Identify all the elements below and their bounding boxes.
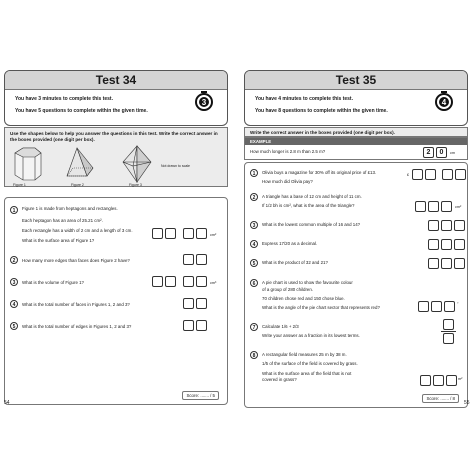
answer-box[interactable] bbox=[454, 220, 465, 231]
answer-box[interactable] bbox=[428, 258, 439, 269]
answer-box[interactable] bbox=[415, 201, 426, 212]
test-34-header bbox=[4, 70, 228, 126]
question-number: 7 bbox=[250, 323, 258, 331]
question-number: 3 bbox=[250, 221, 258, 229]
question-text: What is the total number of faces in Figures 1, 2 and 3? bbox=[22, 302, 130, 307]
page-number: 54 bbox=[4, 400, 10, 406]
example-question: How much longer is 2.8 m than 2.5 m? bbox=[250, 149, 326, 154]
answer-box[interactable] bbox=[431, 301, 442, 312]
question-text: How many more edges than faces does Figure 2 have? bbox=[22, 258, 130, 263]
example-label: EXAMPLE bbox=[245, 138, 467, 145]
figure-3-label: Figure 3 bbox=[129, 183, 142, 187]
question-text: Write your answer as a fraction in its lowest terms. bbox=[262, 333, 360, 338]
answer-box[interactable] bbox=[441, 201, 452, 212]
instructions-bar bbox=[244, 127, 468, 137]
question-text: If 1/2 bh is cm², what is the area of the triangle? bbox=[262, 203, 355, 208]
question-text: How much did Olivia pay? bbox=[262, 179, 313, 184]
question-text: 1/5 of the surface of the field is covered by grass. bbox=[262, 361, 358, 366]
example-panel bbox=[244, 137, 468, 160]
question-count-info: You have 8 questions to complete within the given time. bbox=[255, 108, 388, 114]
question-number: 3 bbox=[10, 278, 18, 286]
octahedron-figure bbox=[123, 146, 151, 182]
question-number: 5 bbox=[10, 322, 18, 330]
question-text: Figure 1 is made from heptagons and rectangles. bbox=[22, 206, 118, 211]
question-text: Calculate 1/6 + 2/3 bbox=[262, 324, 299, 329]
example-answer-digit: 0 bbox=[436, 147, 447, 158]
instructions: Write the correct answer in the boxes provided (one digit per box). bbox=[250, 130, 395, 135]
answer-box[interactable] bbox=[183, 276, 194, 287]
answer-box[interactable] bbox=[454, 239, 465, 250]
questions-panel bbox=[4, 197, 228, 405]
question-text: What is the angle of the pie chart sector that represents red? bbox=[262, 305, 380, 310]
answer-box[interactable] bbox=[196, 320, 207, 331]
question-text: A pie chart is used to show the favourite colour bbox=[262, 280, 353, 285]
answer-box[interactable] bbox=[183, 228, 194, 239]
answer-box[interactable] bbox=[446, 375, 457, 386]
instructions: Use the shapes below to help you answer the questions in this test. Write the correct answer in the boxes provided (one digit per box). bbox=[10, 131, 218, 142]
question-text: What is the volume of Figure 1? bbox=[22, 280, 84, 285]
unit-label: cm³ bbox=[210, 281, 217, 285]
answer-box[interactable] bbox=[444, 301, 455, 312]
unit-label: £ bbox=[407, 173, 410, 177]
answer-box[interactable] bbox=[428, 239, 439, 250]
answer-box[interactable] bbox=[152, 276, 163, 287]
question-text: A triangle has a base of 12 cm and height of 11 cm. bbox=[262, 194, 362, 199]
answer-box[interactable] bbox=[152, 228, 163, 239]
question-number: 1 bbox=[10, 206, 18, 214]
test-35-header bbox=[244, 70, 468, 126]
stopwatch-icon bbox=[435, 93, 453, 111]
question-text: Each rectangle has a width of 2 cm and a length of 3 cm. bbox=[22, 228, 133, 233]
question-text: Express 17/20 as a decimal. bbox=[262, 241, 318, 246]
answer-box[interactable] bbox=[441, 239, 452, 250]
answer-box-denominator[interactable] bbox=[443, 333, 454, 344]
answer-box[interactable] bbox=[442, 169, 453, 180]
right-page bbox=[244, 70, 468, 408]
time-info: You have 4 minutes to complete this test. bbox=[255, 96, 353, 102]
page-title: Test 35 bbox=[245, 71, 467, 90]
page-title: Test 34 bbox=[5, 71, 227, 90]
question-count-info: You have 5 questions to complete within the given time. bbox=[15, 108, 148, 114]
not-to-scale-note: Not drawn to scale bbox=[161, 164, 190, 168]
figure-2-label: Figure 2 bbox=[71, 183, 84, 187]
heptagonal-prism-figure bbox=[15, 148, 41, 180]
question-text: Each heptagon has an area of 25.21 cm². bbox=[22, 218, 103, 223]
figure-1-label: Figure 1 bbox=[13, 183, 26, 187]
answer-box[interactable] bbox=[441, 220, 452, 231]
answer-box[interactable] bbox=[412, 169, 423, 180]
answer-box[interactable] bbox=[428, 220, 439, 231]
question-text: What is the lowest common multiple of 16 and 14? bbox=[262, 222, 361, 227]
answer-box[interactable] bbox=[455, 169, 466, 180]
timer-minutes: 3 bbox=[199, 97, 209, 107]
answer-box-numerator[interactable] bbox=[443, 319, 454, 330]
answer-box[interactable] bbox=[428, 201, 439, 212]
question-number: 2 bbox=[250, 193, 258, 201]
answer-box[interactable] bbox=[196, 254, 207, 265]
timer-minutes: 4 bbox=[439, 97, 449, 107]
answer-box[interactable] bbox=[441, 258, 452, 269]
question-text: of a group of 280 children. bbox=[262, 287, 314, 292]
question-text: What is the surface area of the field that is not bbox=[262, 371, 352, 376]
question-text: Olivia buys a magazine for 30% off its original price of £13. bbox=[262, 170, 377, 175]
answer-box[interactable] bbox=[183, 320, 194, 331]
answer-box[interactable] bbox=[183, 254, 194, 265]
answer-box[interactable] bbox=[420, 375, 431, 386]
example-answer-digit: 2 bbox=[423, 147, 434, 158]
fraction-line bbox=[441, 331, 456, 332]
answer-box[interactable] bbox=[165, 276, 176, 287]
example-unit: cm bbox=[450, 151, 456, 155]
questions-panel bbox=[244, 162, 468, 408]
time-info: You have 3 minutes to complete this test. bbox=[15, 96, 113, 102]
question-text: 70 children chose red and 150 chose blue. bbox=[262, 296, 345, 301]
unit-label: cm² bbox=[455, 205, 462, 209]
answer-box[interactable] bbox=[454, 258, 465, 269]
question-text: What is the product of 32 and 21? bbox=[262, 260, 328, 265]
answer-box[interactable] bbox=[433, 375, 444, 386]
shapes-illustration bbox=[5, 128, 229, 188]
question-number: 8 bbox=[250, 351, 258, 359]
unit-label: m² bbox=[458, 377, 463, 381]
score-box: Score: ....... / 5 bbox=[182, 391, 219, 400]
answer-box[interactable] bbox=[165, 228, 176, 239]
question-text: What is the total number of edges in Figures 1, 2 and 3? bbox=[22, 324, 132, 329]
question-text: covered in grass? bbox=[262, 377, 297, 382]
page-number: 55 bbox=[464, 400, 470, 406]
unit-label: cm² bbox=[210, 233, 217, 237]
question-number: 2 bbox=[10, 256, 18, 264]
question-number: 1 bbox=[250, 169, 258, 177]
answer-box[interactable] bbox=[196, 228, 207, 239]
question-number: 4 bbox=[10, 300, 18, 308]
question-text: A rectangular field measures 25 m by 38 m. bbox=[262, 352, 347, 357]
unit-label: ° bbox=[457, 302, 459, 306]
shapes-panel bbox=[4, 127, 228, 187]
question-number: 6 bbox=[250, 279, 258, 287]
pyramid-figure bbox=[67, 148, 93, 176]
question-text: What is the surface area of Figure 1? bbox=[22, 238, 95, 243]
answer-box[interactable] bbox=[425, 169, 436, 180]
answer-box[interactable] bbox=[183, 298, 194, 309]
left-page bbox=[4, 70, 228, 408]
question-number: 4 bbox=[250, 240, 258, 248]
question-number: 5 bbox=[250, 259, 258, 267]
score-box: Score: ....... / 8 bbox=[422, 394, 459, 403]
stopwatch-icon bbox=[195, 93, 213, 111]
answer-box[interactable] bbox=[196, 276, 207, 287]
answer-box[interactable] bbox=[418, 301, 429, 312]
answer-box[interactable] bbox=[196, 298, 207, 309]
